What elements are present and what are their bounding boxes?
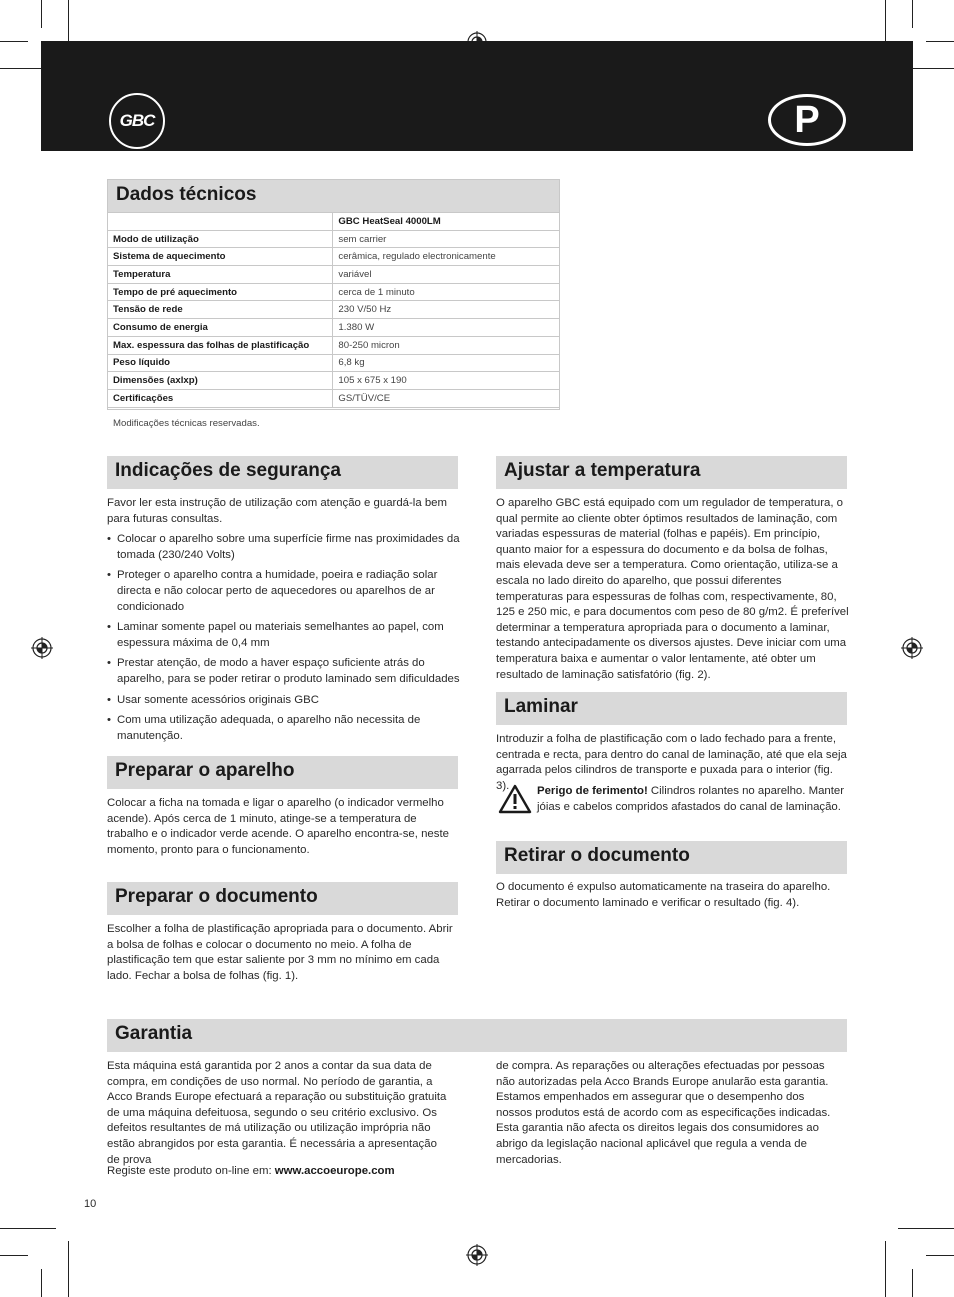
laminate-title: Laminar xyxy=(504,696,578,717)
gbc-logo: GBC xyxy=(109,93,165,149)
table-row xyxy=(108,283,560,301)
crop-mark xyxy=(885,1241,886,1297)
warning-icon xyxy=(498,784,532,814)
spec-label: Dimensões (axlxp) xyxy=(108,372,333,390)
temperature-text: O aparelho GBC está equipado com um regulador de temperatura, o qual permite ao cliente obter óptimos resultados de laminação, com variadas espessuras de material (folhas e papéis). Em princípio, quanto maior for a espessura do documento e da bolsa de folhas, mais elevada deve ser a temperatura. Como orientação, utiliza-se a escala no lado direito do aparelho, que possui diferentes temperaturas para espessuras de folhas com, respectivamente, 80, 125 e 250 mic, e para documentos com peso de 80 g/m2. É preferível determinar a temperatura apropriada para o documento a laminar, testando antecipadamente os diversos ajustes. Deve iniciar com uma temperatura baixa e aumentar o valor lentamente, até obter um resultado de laminação satisfatório (fig. 2). xyxy=(496,497,849,681)
spec-value: 6,8 kg xyxy=(333,354,560,372)
tech-data-table xyxy=(107,212,560,408)
table-row xyxy=(108,372,560,390)
table-row xyxy=(108,389,560,407)
temperature-header xyxy=(496,456,847,489)
crop-mark xyxy=(898,1228,954,1229)
crop-mark xyxy=(68,1241,69,1297)
warning-text: Cilindros rolantes no aparelho. Manter jóias e cabelos compridos afastados do canal de laminação. xyxy=(537,785,845,813)
table-row xyxy=(108,248,560,266)
spec-value: sem carrier xyxy=(333,230,560,248)
safety-body xyxy=(107,496,460,749)
remove-text: O documento é expulso automaticamente na traseira do aparelho. Retirar o documento laminado e verificar o resultado (fig. 4). xyxy=(496,881,831,909)
safety-header xyxy=(107,456,458,489)
list-item: • Usar somente acessórios originais GBC xyxy=(107,693,460,709)
prepare-device-title: Preparar o aparelho xyxy=(115,760,295,781)
warranty-header xyxy=(107,1019,847,1052)
safety-intro: Favor ler esta instrução de utilização com atenção e guardá-la bem para futuras consultas. xyxy=(107,497,448,525)
spec-value: variável xyxy=(333,266,560,284)
language-badge: P xyxy=(768,94,846,146)
safety-list xyxy=(107,532,460,744)
crop-mark xyxy=(912,1269,913,1297)
laminate-warning xyxy=(537,784,849,815)
spec-value: cerâmica, regulado electronicamente xyxy=(333,248,560,266)
crop-mark xyxy=(0,41,28,42)
spec-label: Tensão de rede xyxy=(108,301,333,319)
spec-label: Modo de utilização xyxy=(108,230,333,248)
spec-value: 230 V/50 Hz xyxy=(333,301,560,319)
header-band xyxy=(41,41,913,151)
table-row xyxy=(108,266,560,284)
spec-value: 80-250 micron xyxy=(333,336,560,354)
table-row xyxy=(108,213,560,231)
table-row xyxy=(108,230,560,248)
spec-label: Max. espessura das folhas de plastificação xyxy=(108,336,333,354)
registration-mark-icon xyxy=(31,637,53,659)
tech-data-header xyxy=(108,180,559,212)
registration-mark-icon xyxy=(466,1244,488,1266)
crop-mark xyxy=(926,1255,954,1256)
page-number: 10 xyxy=(84,1198,97,1210)
table-row xyxy=(108,336,560,354)
spec-value: cerca de 1 minuto xyxy=(333,283,560,301)
list-item: • Com uma utilização adequada, o aparelho não necessita de manutenção. xyxy=(107,713,460,744)
remove-header xyxy=(496,841,847,874)
prepare-doc-text: Escolher a folha de plastificação apropriada para o documento. Abrir a bolsa de folhas e colocar o documento no meio. A folha de plastificação tem que estar saliente por 3 mm no mínimo em cada lado. Fechar a bolsa de folhas (fig. 1). xyxy=(107,923,453,982)
crop-mark xyxy=(41,1269,42,1297)
register-line xyxy=(107,1164,507,1180)
crop-mark xyxy=(912,0,913,28)
tech-data-title: Dados técnicos xyxy=(116,184,257,205)
crop-mark xyxy=(0,1228,56,1229)
list-item: • Prestar atenção, de modo a haver espaço suficiente atrás do aparelho, para se poder retirar o produto laminado sem dificuldades xyxy=(107,656,460,687)
spec-label: Certificações xyxy=(108,389,333,407)
spec-label: Sistema de aquecimento xyxy=(108,248,333,266)
table-row xyxy=(108,301,560,319)
list-item: • Laminar somente papel ou materiais semelhantes ao papel, com espessura máxima de 0,4 mm xyxy=(107,620,460,651)
safety-title: Indicações de segurança xyxy=(115,460,341,481)
warranty-title: Garantia xyxy=(115,1023,193,1044)
table-row xyxy=(108,319,560,337)
tech-note: Modificações técnicas reservadas. xyxy=(113,418,260,429)
spec-value: GS/TÜV/CE xyxy=(333,389,560,407)
column-header: GBC HeatSeal 4000LM xyxy=(333,213,560,231)
spec-value: 105 x 675 x 190 xyxy=(333,372,560,390)
prepare-doc-header xyxy=(107,882,458,915)
temperature-title: Ajustar a temperatura xyxy=(504,460,701,481)
crop-mark xyxy=(41,0,42,28)
crop-mark xyxy=(0,1255,28,1256)
remove-title: Retirar o documento xyxy=(504,845,690,866)
list-item: • Proteger o aparelho contra a humidade, poeira e radiação solar directa e não colocar perto de aquecedores ou aparelhos de ar condicionado xyxy=(107,568,460,615)
register-text: Registe este produto on-line em: xyxy=(107,1165,275,1177)
warranty-col2: de compra. As reparações ou alterações efectuadas por pessoas não autorizadas pela Acco Brands Europe anularão esta garantia. Estamos empenhados em assegurar que o desempenho dos nossos produtos está de acordo com as especificações indicadas. Esta garantia não afecta os direitos legais dos consumidores ao abrigo da legislação nacional aplicável que regula a venda de mercadorias. xyxy=(496,1060,831,1166)
spec-value: 1.380 W xyxy=(333,319,560,337)
laminate-text: Introduzir a folha de plastificação com o lado fechado para a frente, centrada e recta, para dentro do canal de laminação, até que ela seja agarrada pelos cilindros de transporte e puxada para o interior (fig. 3). xyxy=(496,733,847,792)
spec-label: Tempo de pré aquecimento xyxy=(108,283,333,301)
prepare-device-text: Colocar a ficha na tomada e ligar o aparelho (o indicador vermelho acende). Após cerca de 1 minuto, atinge-se a temperatura de trabalho e o indicador verde acende. O aparelho encontra-se, neste momento, pronto para o funcionamento. xyxy=(107,797,449,856)
spec-label: Consumo de energia xyxy=(108,319,333,337)
laminate-header xyxy=(496,692,847,725)
list-item: • Colocar o aparelho sobre uma superfície firme nas proximidades da tomada (230/240 Volts) xyxy=(107,532,460,563)
register-link[interactable]: www.accoeurope.com xyxy=(274,1165,395,1177)
prepare-doc-title: Preparar o documento xyxy=(115,886,318,907)
crop-mark xyxy=(926,41,954,42)
prepare-device-header xyxy=(107,756,458,789)
spec-label: Peso líquido xyxy=(108,354,333,372)
spec-label: Temperatura xyxy=(108,266,333,284)
warning-label: Perigo de ferimento! xyxy=(537,785,648,797)
table-row xyxy=(108,354,560,372)
table-cell xyxy=(108,213,333,231)
registration-mark-icon xyxy=(901,637,923,659)
warranty-col1: Esta máquina está garantida por 2 anos a contar da sua data de compra, em condições de uso normal. No período de garantia, a Acco Brands Europe efectuará a reparação ou substituição gratuita de uma máquina defeituosa, segundo o seu critério exclusivo. Os defeitos resultantes de má utilização ou utilização imprópria não estão abrangidos por esta garantia. É necessária a apresentação de prova xyxy=(107,1060,447,1166)
